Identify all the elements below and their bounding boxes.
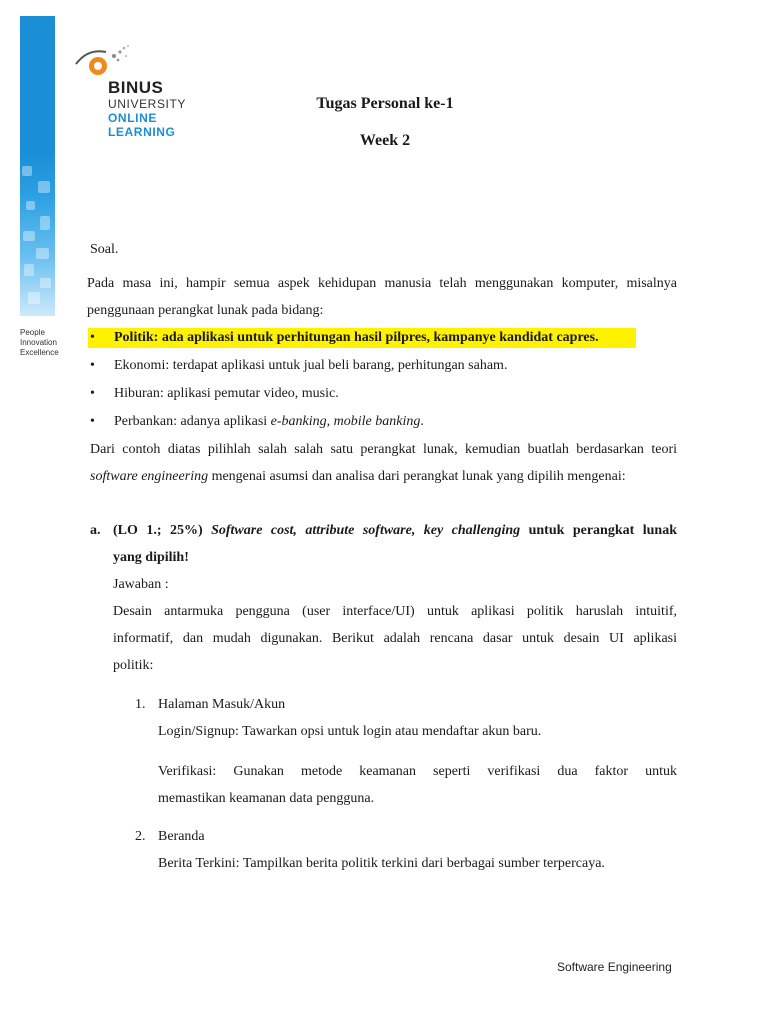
list-item — [88, 408, 688, 436]
item-1-paragraph-1: Login/Signup: Tawarkan opsi untuk login atau mendaftar akun baru. — [158, 724, 542, 739]
question-italic: Software cost, attribute software, key challenging — [211, 523, 521, 538]
document-title: Tugas Personal ke-1 — [316, 95, 454, 112]
item-1-number: 1. — [135, 697, 146, 712]
bullet-politik: Politik: ada aplikasi untuk perhitungan hasil pilpres, kampanye kandidat capres. — [114, 330, 599, 345]
instruction-line-2 — [90, 463, 626, 490]
bullet-perbankan-italic: e-banking, mobile banking — [270, 414, 421, 429]
bullet-icon: • — [90, 386, 95, 401]
strip-tile — [28, 292, 40, 304]
instruction-rest: mengenai asumsi dan analisa dari perangkat lunak yang dipilih mengenai: — [208, 469, 626, 484]
strip-tile — [40, 278, 51, 288]
strip-tile — [22, 166, 32, 176]
answer-label: Jawaban : — [113, 577, 169, 592]
soal-label: Soal. — [90, 242, 119, 257]
item-1-heading: Halaman Masuk/Akun — [158, 697, 286, 712]
answer-line-1: Desain antarmuka pengguna (user interface/UI) untuk aplikasi politik haruslah intuitif, — [113, 604, 677, 619]
instruction-italic: software engineering — [90, 469, 209, 484]
logo-online-text: ONLINE — [108, 111, 157, 125]
decorative-side-strip — [20, 16, 55, 316]
strip-tile — [38, 181, 50, 193]
strip-tile — [23, 231, 35, 241]
logo-learning-text: LEARNING — [108, 125, 176, 139]
field-list — [88, 324, 688, 436]
question-lo: (LO 1.; 25%) — [113, 523, 212, 538]
logo-university-text: UNIVERSITY — [108, 97, 187, 111]
question-a-line-2: yang dipilih! — [113, 550, 189, 565]
bullet-icon: • — [90, 414, 95, 429]
bullet-perbankan-text: Perbankan: adanya aplikasi — [114, 414, 271, 429]
item-2-paragraph-1: Berita Terkini: Tampilkan berita politik terkini dari berbagai sumber terpercaya. — [158, 856, 605, 871]
answer-line-2: informatif, dan mudah digunakan. Berikut adalah rencana dasar untuk desain UI aplikasi — [113, 631, 677, 646]
item-2-heading: Beranda — [158, 829, 205, 844]
logo-binus-text: BINUS — [108, 78, 164, 97]
strip-tile — [24, 264, 34, 276]
bullet-hiburan: Hiburan: aplikasi pemutar video, music. — [114, 386, 339, 401]
list-item — [88, 380, 688, 408]
strip-tile — [36, 248, 49, 259]
bullet-icon: • — [90, 358, 95, 373]
instruction-line-1: Dari contoh diatas pilihlah salah salah satu perangkat lunak, kemudian buatlah berdasarkan teori — [90, 442, 677, 457]
bullet-perbankan-end: . — [420, 414, 424, 429]
bullet-icon: • — [90, 330, 95, 345]
question-marker: a. — [90, 523, 101, 538]
tagline-excellence: Excellence — [20, 348, 59, 357]
strip-tile — [40, 216, 50, 230]
question-a-line-1 — [113, 517, 677, 544]
list-item — [88, 324, 688, 352]
item-2-number: 2. — [135, 829, 146, 844]
soal-intro-line-2: penggunaan perangkat lunak pada bidang: — [87, 303, 324, 318]
list-item — [88, 352, 688, 380]
footer-course: Software Engineering — [557, 960, 672, 974]
item-1-paragraph-2-line-2: memastikan keamanan data pengguna. — [158, 791, 375, 806]
answer-line-3: politik: — [113, 658, 154, 673]
item-1-paragraph-2-line-1: Verifikasi: Gunakan metode keamanan seperti verifikasi dua faktor untuk — [158, 764, 677, 779]
soal-intro-line-1: Pada masa ini, hampir semua aspek kehidupan manusia telah menggunakan komputer, misalnya — [87, 276, 677, 291]
bullet-perbankan — [114, 408, 424, 436]
question-rest: untuk perangkat lunak — [520, 523, 677, 538]
bullet-ekonomi: Ekonomi: terdapat aplikasi untuk jual beli barang, perhitungan saham. — [114, 358, 508, 373]
tagline-innovation: Innovation — [20, 338, 57, 347]
tagline-people: People — [20, 328, 45, 337]
strip-tile — [26, 201, 35, 210]
document-week: Week 2 — [359, 132, 411, 149]
